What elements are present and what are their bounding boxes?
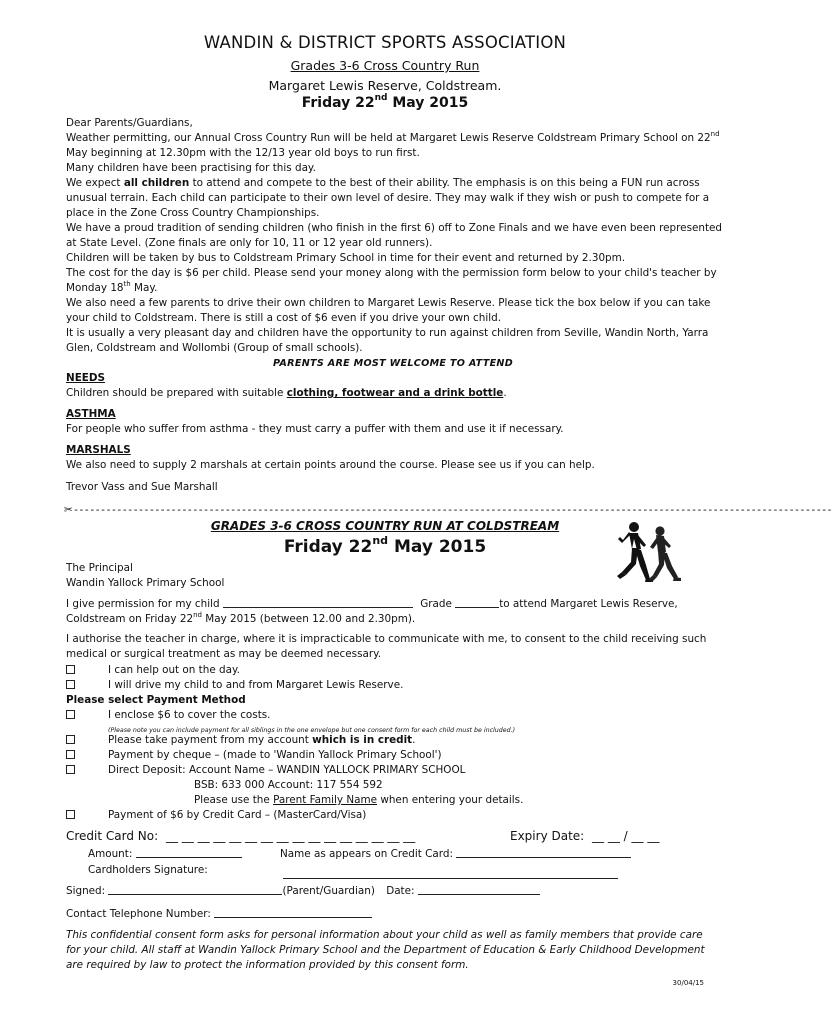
grade-label: Grade	[420, 598, 452, 610]
needs-text	[66, 386, 720, 401]
option-label	[108, 733, 415, 747]
paragraph-line: It is usually a very pleasant day and children have the opportunity to run against children from Seville, Wandin North, Yarra	[66, 327, 709, 339]
slip-date-ordinal: nd	[372, 534, 389, 547]
permission-text: to attend Margaret Lewis Reserve,	[499, 598, 678, 610]
event-date-rest: May 2015	[387, 95, 469, 111]
expiry-row	[510, 829, 659, 843]
checkbox-icon[interactable]	[66, 810, 75, 819]
pay-account-row[interactable]	[66, 733, 416, 747]
pay-card-row[interactable]	[66, 808, 367, 822]
event-date-ordinal: nd	[374, 93, 388, 103]
option-label: Payment by cheque – (made to 'Wandin Yallock Primary School')	[108, 749, 442, 761]
checkbox-icon[interactable]	[66, 735, 75, 744]
welcome-text: PARENTS ARE MOST WELCOME TO ATTEND	[272, 358, 514, 369]
paragraph-line: We have a proud tradition of sending children (who finish in the first 6) off to Zone Finals and we have even been represented	[66, 222, 723, 234]
ordinal: nd	[193, 611, 202, 619]
expiry-label: Expiry Date:	[510, 829, 585, 843]
pay-cheque-row[interactable]	[66, 748, 442, 762]
credit-card-number-field[interactable]: __ __ __ __ __ __ __ __ __ __ __ __ __ __ __ __	[165, 829, 416, 843]
ordinal: nd	[710, 130, 720, 138]
privacy-notice: This confidential consent form asks for personal information about your child as well as family members that provide care for your child. All staff at Wandin Yallock Primary School and the Department of Education & Early Childhood Development are required by law to protect the information provided by this consent form.	[66, 929, 705, 971]
asthma-heading: ASTHMA	[66, 408, 116, 420]
option-bold-text: which is in credit	[312, 734, 413, 746]
expiry-field[interactable]: __ __ / __ __	[592, 829, 660, 843]
permission-section	[66, 597, 720, 627]
option-text: Please take payment from my account	[108, 734, 313, 746]
checkbox-icon[interactable]	[66, 665, 75, 674]
revision-date: 30/04/15	[672, 979, 704, 987]
marshals-heading: MARSHALS	[66, 444, 131, 456]
asthma-text: For people who suffer from asthma - they must carry a puffer with them and use it if necessary.	[66, 423, 564, 435]
permission-text: May 2015 (between 12.00 and 2.30pm).	[201, 613, 416, 625]
credit-card-row	[66, 829, 415, 843]
paragraph-line	[66, 281, 720, 296]
scissors-icon: ✂	[64, 504, 73, 516]
permission-text: Coldstream on Friday 22	[66, 613, 194, 625]
permission-line	[66, 597, 720, 612]
option-label: I enclose $6 to cover the costs.	[108, 709, 271, 721]
paragraph-line: unusual terrain. Each child can participate to their own level of desire. They may walk if they wish or push to compete for a	[66, 192, 710, 204]
card-name-field[interactable]	[456, 857, 631, 858]
paragraph-line: May beginning at 12.30pm with the 12/13 year old boys to run first.	[66, 147, 420, 159]
addressee-line: Wandin Yallock Primary School	[66, 577, 225, 589]
pay-enclose-row[interactable]	[66, 708, 271, 722]
checkbox-icon[interactable]	[66, 765, 75, 774]
paragraph-line: place in the Zone Cross Country Championships.	[66, 207, 320, 219]
permission-line	[66, 612, 720, 627]
credit-card-label: Credit Card No:	[66, 829, 159, 843]
signed-row	[66, 884, 540, 898]
reference-note	[194, 793, 523, 807]
paragraph-text: Children should be prepared with suitable	[66, 387, 287, 399]
needs-emphasis: clothing, footwear and a drink bottle	[286, 387, 504, 399]
event-date	[0, 95, 770, 111]
parent-label: (Parent/Guardian)	[282, 885, 375, 897]
card-name-row	[280, 847, 631, 861]
paragraph-text: to attend and compete to the best of their ability. The emphasis is on this being a FUN run across	[189, 177, 700, 189]
cardholder-row	[88, 863, 208, 877]
needs-heading: NEEDS	[66, 372, 106, 384]
paragraph-line: Glen, Coldstream and Wollombi (Group of small schools).	[66, 342, 363, 354]
paragraph-line: your child to Coldstream. There is still a cost of $6 even if you drive your own child.	[66, 312, 502, 324]
event-date-main: Friday 22	[301, 95, 375, 111]
option-help-row[interactable]	[66, 663, 240, 677]
child-name-field[interactable]	[223, 607, 413, 608]
option-label: I will drive my child to and from Margaret Lewis Reserve.	[108, 679, 404, 691]
letter-body	[66, 116, 723, 495]
event-venue: Margaret Lewis Reserve, Coldstream.	[268, 78, 502, 93]
paragraph-text: Monday 18	[66, 282, 124, 294]
signature-field[interactable]	[108, 894, 282, 895]
date-label: Date:	[386, 885, 415, 897]
paragraph-line: Children will be taken by bus to Coldstream Primary School in time for their event and returned by 2.30pm.	[66, 252, 626, 264]
permission-text: I give permission for my child	[66, 598, 220, 610]
authorise-text: I authorise the teacher in charge, where it is impracticable to communicate with me, to consent to the child receiving such	[66, 633, 707, 645]
grade-field[interactable]	[455, 607, 499, 608]
document-title: WANDIN & DISTRICT SPORTS ASSOCIATION	[203, 33, 567, 52]
paragraph-text: We expect	[66, 177, 124, 189]
reference-text: Please use the	[194, 794, 274, 806]
cardholder-signature-field[interactable]	[283, 864, 618, 879]
reference-text: when entering your details.	[377, 794, 524, 806]
option-label: I can help out on the day.	[108, 664, 240, 676]
card-name-label: Name as appears on Credit Card:	[280, 848, 453, 860]
amount-label: Amount:	[88, 848, 133, 860]
authorise-text: medical or surgical treatment as may be deemed necessary.	[66, 648, 382, 660]
pay-direct-row[interactable]	[66, 763, 466, 777]
authorise-section	[66, 632, 720, 662]
greeting: Dear Parents/Guardians,	[66, 117, 193, 129]
slip-addressee	[66, 561, 720, 591]
paragraph-line: The cost for the day is $6 per child. Please send your money along with the permission form below to your child's teacher by	[66, 267, 717, 279]
phone-row	[66, 907, 372, 921]
option-text: .	[412, 734, 416, 746]
paragraph-text: .	[503, 387, 507, 399]
paragraph-text: May.	[130, 282, 158, 294]
paragraph-line: We also need a few parents to drive their own children to Margaret Lewis Reserve. Please tick the box below if you can take	[66, 297, 711, 309]
paragraph-line	[66, 176, 720, 191]
ordinal: th	[123, 280, 131, 288]
phone-field[interactable]	[214, 917, 372, 918]
bold-text: all children	[123, 177, 190, 189]
enclose-note-text: (Please note you can include payment for all siblings in the one envelope but one consent form for each child must be included.)	[108, 727, 516, 734]
paragraph-text: Weather permitting, our Annual Cross Country Run will be held at Margaret Lewis Reserve Coldstream Primary School on 22	[66, 132, 711, 144]
slip-title: GRADES 3-6 CROSS COUNTRY RUN AT COLDSTREAM	[210, 519, 560, 533]
welcome-banner	[66, 356, 720, 371]
paragraph-line: at State Level. (Zone finals are only for 10, 11 or 12 year old runners).	[66, 237, 433, 249]
date-field[interactable]	[418, 894, 540, 895]
checkbox-icon[interactable]	[66, 750, 75, 759]
signed-label: Signed:	[66, 885, 106, 897]
phone-label: Contact Telephone Number:	[66, 908, 211, 920]
slip-date-main: Friday 22	[283, 537, 373, 557]
amount-row	[88, 847, 242, 861]
bank-details: BSB: 633 000 Account: 117 554 592	[194, 779, 383, 791]
checkbox-icon[interactable]	[66, 710, 75, 719]
cut-line	[64, 504, 832, 516]
slip-date-rest: May 2015	[388, 537, 487, 557]
payment-heading: Please select Payment Method	[66, 694, 246, 706]
option-drive-row[interactable]	[66, 678, 404, 692]
paragraph-line: Many children have been practising for this day.	[66, 162, 316, 174]
cardholder-signature-row	[283, 863, 618, 879]
cut-dashes: --------------------------------------------------------------------------------------------------------------------------------------------	[72, 504, 832, 516]
option-label: Payment of $6 by Credit Card – (MasterCard/Visa)	[108, 809, 367, 821]
checkbox-icon[interactable]	[66, 680, 75, 689]
option-label: Direct Deposit: Account Name – WANDIN YALLOCK PRIMARY SCHOOL	[108, 764, 466, 776]
cardholder-label: Cardholders Signature:	[88, 864, 208, 876]
signoff: Trevor Vass and Sue Marshall	[66, 481, 218, 493]
marshals-text: We also need to supply 2 marshals at certain points around the course. Please see us if you can help.	[66, 459, 595, 471]
paragraph-line	[66, 131, 720, 146]
event-subtitle: Grades 3-6 Cross Country Run	[290, 58, 480, 73]
amount-field[interactable]	[136, 857, 242, 858]
addressee-line: The Principal	[66, 562, 133, 574]
reference-underlined: Parent Family Name	[273, 794, 378, 806]
